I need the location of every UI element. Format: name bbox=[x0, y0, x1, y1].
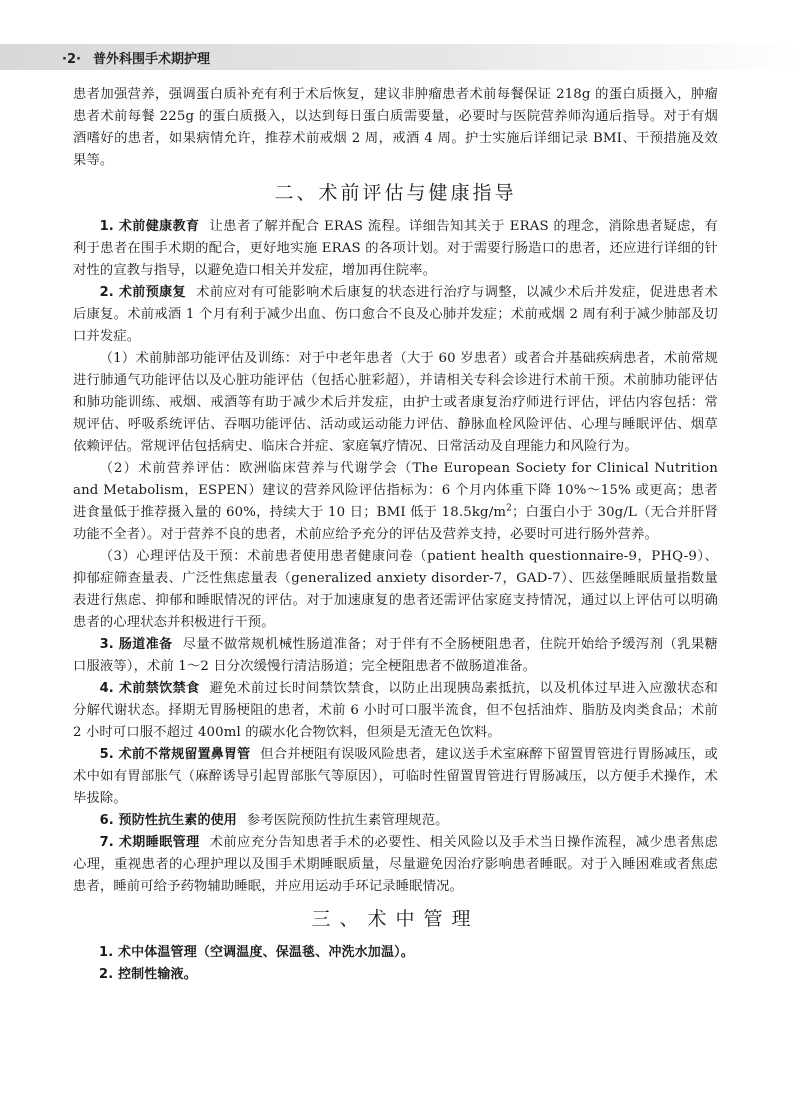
section-2-item-1 bbox=[73, 216, 718, 282]
item-2-lead: 2. 术前预康复 bbox=[99, 285, 187, 300]
section-2-item-4 bbox=[73, 678, 718, 744]
item-7-text: 术前应充分告知患者手术的必要性、相关风险以及手术当日操作流程，减少患者焦虑心理，重视患者的心理护理以及围手术期睡眠质量，尽量避免因治疗影响患者睡眠。对于入睡困难或者焦虑患者，睡前可给予药物辅助睡眠，并应用运动手环记录睡眠情况。 bbox=[73, 835, 718, 894]
book-title: 普外科围手术期护理 bbox=[92, 52, 210, 67]
running-header bbox=[62, 48, 210, 67]
item-2-text: 术前应对有可能影响术后康复的状态进行治疗与调整，以减少术后并发症，促进患者术后康复。术前戒酒 1 个月有利于减少出血、伤口愈合不良及心肺并发症；术前戒烟 2 周有利于减少肺部及切口并发症。 bbox=[73, 285, 718, 344]
section-2-item-3 bbox=[73, 634, 718, 678]
section-2-item-6 bbox=[73, 810, 718, 832]
item-5-text: 但合并梗阻有误吸风险患者，建议送手术室麻醉下留置胃管进行胃肠减压，或术中如有胃部胀气（麻醉诱导引起胃部胀气等原因），可临时性留置胃管进行胃肠减压，以方便手术操作，术毕拔除。 bbox=[73, 747, 718, 806]
item-3-lead: 3. 肠道准备 bbox=[99, 637, 173, 652]
sub2-text-a: （2）术前营养评估：欧洲临床营养与代谢学会（The European Society for Clinical Nutrition and Metabolism，ESPEN）建议的营养风险评估指标为：6 个月内体重下降 10%～15% 或更高；患者进食量低于推荐摄入量的 60%，持续大于 10 日；BMI 低于 18.5kg/m bbox=[73, 461, 718, 520]
subitem-3-psych-assessment: （3）心理评估及干预：术前患者使用患者健康问卷（patient health questionnaire-9，PHQ-9）、抑郁症筛查量表、广泛性焦虑量表（generalized anxiety disorder-7，GAD-7）、匹兹堡睡眠质量指数量表进行焦虑、抑郁和睡眠情况的评估。对于加速康复的患者还需评估家庭支持情况，通过以上评估可以明确患者的心理状态并积极进行干预。 bbox=[73, 549, 718, 630]
sub2-superscript: 2 bbox=[506, 503, 512, 514]
intro-paragraph: 患者加强营养，强调蛋白质补充有利于术后恢复，建议非肿瘤患者术前每餐保证 218g 的蛋白质摄入，肿瘤患者术前每餐 225g 的蛋白质摄入，以达到每日蛋白质需要量，必要时与医院营养师沟通后指导。对于有烟酒嗜好的患者，如果病情允许，推荐术前戒烟 2 周，戒酒 4 周。护士实施后详细记录 BMI、干预措施及效果等。 bbox=[73, 87, 718, 168]
subitem-1-lung-assessment: （1）术前肺部功能评估及训练：对于中老年患者（大于 60 岁患者）或者合并基础疾病患者，术前常规进行肺通气功能评估以及心脏功能评估（包括心脏彩超），并请相关专科会诊进行术前干预。术前肺功能评估和肺功能训练、戒烟、戒酒等有助于减少术后并发症，由护士或者康复治疗师进行评估，评估内容包括：常规评估、呼吸系统评估、吞咽功能评估、活动或运动能力评估、静脉血栓风险评估、心理与睡眠评估、烟草依赖评估。常规评估包括病史、临床合并症、家庭氧疗情况、日常活动及自理能力和风险行为。 bbox=[73, 351, 718, 454]
item-1-text: 让患者了解并配合 ERAS 流程。详细告知其关于 ERAS 的理念，消除患者疑虑，有利于患者在围手术期的配合，更好地实施 ERAS 的各项计划。对于需要行肠造口的患者，还应进行详细的针对性的宣教与指导，以避免造口相关并发症，增加再住院率。 bbox=[73, 219, 718, 278]
item-4-lead: 4. 术前禁饮禁食 bbox=[99, 681, 200, 696]
section-2-item-5 bbox=[73, 744, 718, 810]
item-1-lead: 1. 术前健康教育 bbox=[99, 219, 200, 234]
subitem-2-nutrition-assessment bbox=[73, 458, 718, 546]
page-number: ·2· bbox=[62, 52, 81, 67]
section-2-title: 二、术前评估与健康指导 bbox=[274, 182, 517, 204]
item-5-lead: 5. 术前不常规留置鼻胃管 bbox=[99, 747, 251, 762]
section-2-item-7 bbox=[73, 832, 718, 898]
item-3-text: 尽量不做常规机械性肠道准备；对于伴有不全肠梗阻患者，住院开始给予缓泻剂（乳果糖口服液等），术前 1～2 日分次缓慢行清洁肠道；完全梗阻患者不做肠道准备。 bbox=[73, 637, 718, 674]
page-body bbox=[73, 84, 718, 986]
section-2-item-2 bbox=[73, 282, 718, 348]
item-6-text: 参考医院预防性抗生素管理规范。 bbox=[246, 813, 449, 828]
item-7-lead: 7. 术期睡眠管理 bbox=[99, 835, 200, 850]
sub2-text-b: ；白蛋白小于 30g/L（无合并肝肾功能不全者）。对于营养不良的患者，术前应给予充分的评估及营养支持，必要时可进行肠外营养。 bbox=[73, 505, 718, 542]
item-6-lead: 6. 预防性抗生素的使用 bbox=[99, 813, 237, 828]
section-3-title: 三、术中管理 bbox=[311, 908, 480, 930]
section-3-item-1: 1. 术中体温管理（空调温度、保温毯、冲洗水加温）。 bbox=[99, 945, 414, 960]
section-3-item-2: 2. 控制性输液。 bbox=[99, 967, 197, 982]
item-4-text: 避免术前过长时间禁饮禁食，以防止出现胰岛素抵抗，以及机体过早进入应激状态和分解代谢状态。择期无胃肠梗阻的患者，术前 6 小时可口服半流食，但不包括油炸、脂肪及肉类食品；术前 2 小时可口服不超过 400ml 的碳水化合物饮料，但须是无渣无色饮料。 bbox=[73, 681, 718, 740]
